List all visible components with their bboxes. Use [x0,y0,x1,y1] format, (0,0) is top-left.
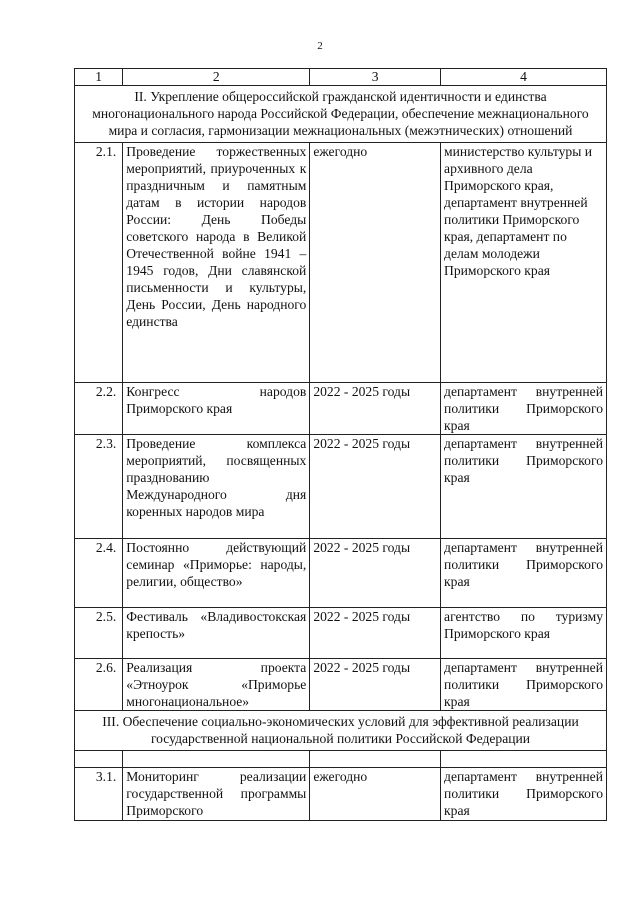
table-row [75,435,607,539]
empty-cell [75,751,123,768]
item-number: 3.1. [75,768,123,821]
item-number: 2.5. [75,608,123,659]
period-cell: ежегодно [310,143,441,383]
executor-cell: департамент внутренней политики Приморского края [441,435,607,539]
column-number: 2 [123,69,310,86]
column-number: 1 [75,69,123,86]
page-number: 2 [317,40,323,52]
empty-cell [123,751,310,768]
spacer-row [75,751,607,768]
activity-cell: Проведение торжественных мероприятий, приуроченных к праздничным и памятным датам в истории народов России: День Победы советского народа в Великой Отечественной войне 1941 – 1945 годов, Дни славянской письменности и культуры, День России, День народного единства [123,143,310,383]
activity-cell: Фестиваль «Владивостокская крепость» [123,608,310,659]
table-row [75,539,607,608]
period-cell: 2022 - 2025 годы [310,539,441,608]
column-number: 3 [310,69,441,86]
table-row [75,143,607,383]
plan-table [74,68,607,821]
item-number: 2.4. [75,539,123,608]
table-row [75,659,607,711]
item-number: 2.6. [75,659,123,711]
executor-cell: департамент внутренней политики Приморского края [441,539,607,608]
activity-cell: Конгресс народов Приморского края [123,383,310,435]
empty-cell [310,751,441,768]
section-heading-row [75,86,607,143]
item-number: 2.1. [75,143,123,383]
empty-cell [441,751,607,768]
activity-cell: Проведение комплекса мероприятий, посвященных празднованию Международного дня коренных народов мира [123,435,310,539]
executor-cell: департамент внутренней политики Приморского края [441,383,607,435]
section-heading: III. Обеспечение социально-экономических условий для эффективной реализации государственной национальной политики Российской Федерации [75,711,607,751]
activity-cell: Реализация проекта «Этноурок «Приморье многонациональное» [123,659,310,711]
column-number: 4 [441,69,607,86]
executor-cell: министерство культуры и архивного дела Приморского края, департамент внутренней политики Приморского края, департамент по делам молодежи Приморского края [441,143,607,383]
executor-cell: агентство по туризму Приморского края [441,608,607,659]
item-number: 2.2. [75,383,123,435]
section-heading: II. Укрепление общероссийской гражданской идентичности и единства многонационального народа Российской Федерации, обеспечение межнационального мира и согласия, гармонизации межнациональных (межэтнических) отношений [75,86,607,143]
item-number: 2.3. [75,435,123,539]
section-heading-row [75,711,607,751]
period-cell: ежегодно [310,768,441,821]
period-cell: 2022 - 2025 годы [310,435,441,539]
activity-cell: Постоянно действующий семинар «Приморье: народы, религии, общество» [123,539,310,608]
executor-cell: департамент внутренней политики Приморского края [441,768,607,821]
table-row [75,768,607,821]
column-number-row [75,69,607,86]
table-row [75,608,607,659]
period-cell: 2022 - 2025 годы [310,383,441,435]
executor-cell: департамент внутренней политики Приморского края [441,659,607,711]
table-row [75,383,607,435]
period-cell: 2022 - 2025 годы [310,608,441,659]
activity-cell: Мониторинг реализации государственной программы Приморского [123,768,310,821]
period-cell: 2022 - 2025 годы [310,659,441,711]
